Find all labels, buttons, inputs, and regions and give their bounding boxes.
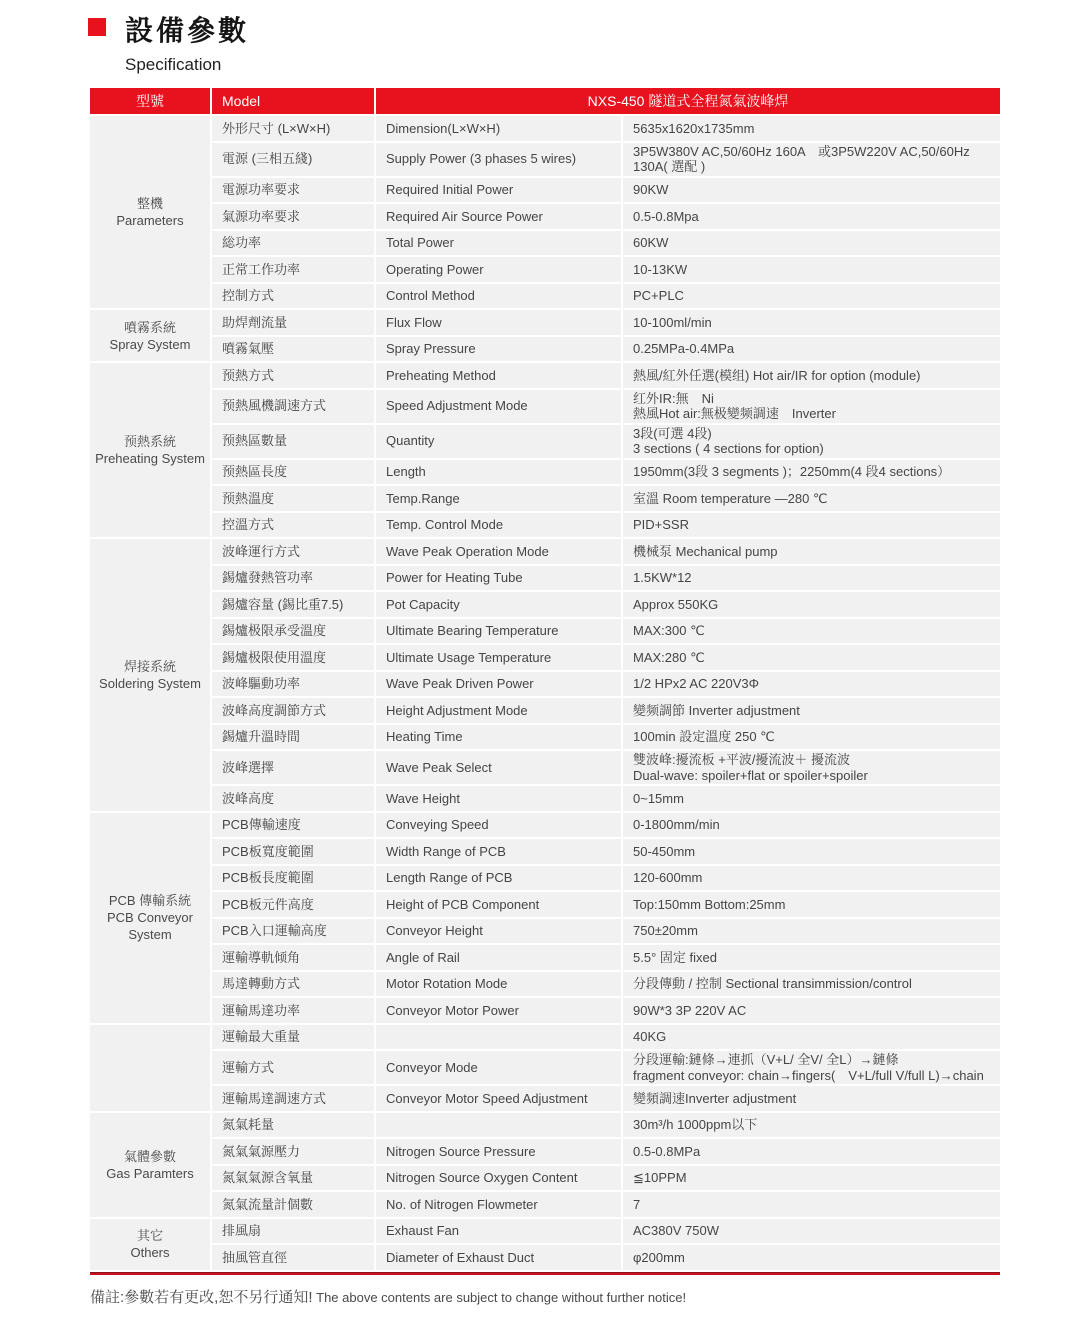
table-row (212, 486, 1000, 511)
row-label-en: Exhaust Fan (376, 1219, 621, 1244)
row-value: 室溫 Room temperature —280 ℃ (623, 486, 1000, 511)
table-row (212, 751, 1000, 784)
category-cell (90, 1025, 210, 1111)
table-row (212, 566, 1000, 591)
row-label-en: Conveyor Motor Power (376, 998, 621, 1023)
row-value: 60KW (623, 231, 1000, 256)
row-label-en: Dimension(L×W×H) (376, 116, 621, 141)
table-row (212, 1113, 1000, 1138)
header-model-label-zh: 型號 (90, 88, 210, 114)
table-row (212, 178, 1000, 203)
row-label-en: Conveyor Mode (376, 1051, 621, 1084)
table-row (212, 972, 1000, 997)
row-value: 1.5KW*12 (623, 566, 1000, 591)
row-value: 90KW (623, 178, 1000, 203)
row-label-en: Speed Adjustment Mode (376, 390, 621, 423)
row-label-en: Temp. Control Mode (376, 513, 621, 538)
row-label-zh: 電源功率要求 (212, 178, 374, 203)
page-title: 設備參數 (125, 15, 250, 46)
table-row (212, 813, 1000, 838)
row-value: 變頻調速Inverter adjustment (623, 1086, 1000, 1111)
row-label-en: Pot Capacity (376, 592, 621, 617)
row-label-en: Flux Flow (376, 310, 621, 335)
row-value: 0.25MPa-0.4MPa (623, 337, 1000, 362)
row-label-zh: 錫爐容量 (錫比重7.5) (212, 592, 374, 617)
row-label-zh: 控溫方式 (212, 513, 374, 538)
row-label-zh: 馬達轉動方式 (212, 972, 374, 997)
row-value: 5.5° 固定 fixed (623, 945, 1000, 970)
row-value: 0.5-0.8Mpa (623, 204, 1000, 229)
spec-group (90, 310, 1000, 361)
row-label-zh: 正常工作功率 (212, 257, 374, 282)
row-label-en: Wave Peak Select (376, 751, 621, 784)
row-label-zh: 運輸馬達功率 (212, 998, 374, 1023)
row-label-zh: 氮氣流量計個數 (212, 1192, 374, 1217)
row-value: 750±20mm (623, 919, 1000, 944)
row-label-zh: 運輸最大重量 (212, 1025, 374, 1050)
row-label-en: Ultimate Bearing Temperature (376, 619, 621, 644)
spec-page (90, 0, 1000, 1308)
table-row (212, 337, 1000, 362)
row-label-en: Wave Peak Driven Power (376, 672, 621, 697)
spec-group (90, 1025, 1000, 1111)
row-value: 1/2 HPx2 AC 220V3Φ (623, 672, 1000, 697)
row-label-en: Length (376, 460, 621, 485)
row-label-en (376, 1113, 621, 1138)
row-label-zh: PCB板元件高度 (212, 892, 374, 917)
row-value: PC+PLC (623, 284, 1000, 309)
red-square-bullet-icon (88, 18, 106, 36)
table-row (212, 1245, 1000, 1270)
row-label-zh: 排風扇 (212, 1219, 374, 1244)
row-value: 5635x1620x1735mm (623, 116, 1000, 141)
row-value: ≦10PPM (623, 1166, 1000, 1191)
row-value: 0.5-0.8MPa (623, 1139, 1000, 1164)
row-label-zh: 氣源功率要求 (212, 204, 374, 229)
table-row (212, 425, 1000, 458)
row-label-en: Width Range of PCB (376, 839, 621, 864)
table-row (212, 945, 1000, 970)
spec-group (90, 1219, 1000, 1270)
row-label-zh: 助焊劑流量 (212, 310, 374, 335)
row-label-zh: PCB入口運輸高度 (212, 919, 374, 944)
table-row (212, 363, 1000, 388)
table-row (212, 1219, 1000, 1244)
table-row (212, 1139, 1000, 1164)
row-label-zh: 錫爐發熱管功率 (212, 566, 374, 591)
row-value: 30m³/h 1000ppm以下 (623, 1113, 1000, 1138)
row-label-zh: 氮氣氣源壓力 (212, 1139, 374, 1164)
table-row (212, 1166, 1000, 1191)
row-value: 3段(可選 4段) 3 sections ( 4 sections for option) (623, 425, 1000, 458)
row-value: AC380V 750W (623, 1219, 1000, 1244)
row-value: 40KG (623, 1025, 1000, 1050)
table-row (212, 1192, 1000, 1217)
row-label-zh: 錫爐升溫時間 (212, 725, 374, 750)
row-value: 50-450mm (623, 839, 1000, 864)
row-label-zh: 錫爐极限使用溫度 (212, 645, 374, 670)
row-value: 熱風/紅外任選(模组) Hot air/IR for option (module) (623, 363, 1000, 388)
table-row (212, 1086, 1000, 1111)
table-row (212, 919, 1000, 944)
row-label-en: Nitrogen Source Pressure (376, 1139, 621, 1164)
table-header-row (90, 88, 1000, 114)
row-label-zh: 外形尺寸 (L×W×H) (212, 116, 374, 141)
row-label-zh: 波峰運行方式 (212, 539, 374, 564)
row-label-zh: 波峰驅動功率 (212, 672, 374, 697)
row-label-en: Nitrogen Source Oxygen Content (376, 1166, 621, 1191)
row-value: 1950mm(3段 3 segments )；2250mm(4 段4 sections） (623, 460, 1000, 485)
table-row (212, 1025, 1000, 1050)
table-row (212, 513, 1000, 538)
table-row (212, 866, 1000, 891)
row-label-en: Operating Power (376, 257, 621, 282)
row-label-zh: PCB板寬度範圍 (212, 839, 374, 864)
row-label-zh: 氮氣氣源含氧量 (212, 1166, 374, 1191)
row-label-zh: 波峰高度 (212, 786, 374, 811)
row-label-en: No. of Nitrogen Flowmeter (376, 1192, 621, 1217)
row-value: φ200mm (623, 1245, 1000, 1270)
table-row (212, 839, 1000, 864)
table-row (212, 143, 1000, 176)
row-value: 0-1800mm/min (623, 813, 1000, 838)
row-label-zh: 運輸馬達調速方式 (212, 1086, 374, 1111)
row-label-en: Power for Heating Tube (376, 566, 621, 591)
table-row (212, 284, 1000, 309)
table-row (212, 116, 1000, 141)
category-cell: 噴霧系統 Spray System (90, 310, 210, 361)
row-label-zh: 氮氣耗量 (212, 1113, 374, 1138)
row-label-en: Diameter of Exhaust Duct (376, 1245, 621, 1270)
row-label-en: Length Range of PCB (376, 866, 621, 891)
table-row (212, 460, 1000, 485)
row-label-zh: 预熱方式 (212, 363, 374, 388)
row-label-en: Required Air Source Power (376, 204, 621, 229)
spec-table-groups (90, 116, 1000, 1270)
category-cell: 预熱系統 Preheating System (90, 363, 210, 537)
row-label-en: Wave Height (376, 786, 621, 811)
category-cell: 其它 Others (90, 1219, 210, 1270)
row-label-en: Conveyor Height (376, 919, 621, 944)
row-value: MAX:280 ℃ (623, 645, 1000, 670)
footer-note-zh: 備註:參數若有更改,恕不另行通知! (90, 1288, 313, 1306)
header-model-value: NXS-450 隧道式全程氮氣波峰焊 (376, 88, 1000, 114)
spec-group (90, 813, 1000, 1023)
row-label-en: Wave Peak Operation Mode (376, 539, 621, 564)
row-label-zh: 総功率 (212, 231, 374, 256)
row-label-zh: 波峰選擇 (212, 751, 374, 784)
row-value: 雙波峰:擾流板 +平波/擾流波＋ 擾流波 Dual-wave: spoiler+flat or spoiler+spoiler (623, 751, 1000, 784)
row-label-en: Conveyor Motor Speed Adjustment (376, 1086, 621, 1111)
row-label-zh: 预熱區數量 (212, 425, 374, 458)
row-label-en: Heating Time (376, 725, 621, 750)
table-row (212, 592, 1000, 617)
row-label-en: Angle of Rail (376, 945, 621, 970)
row-value: 變频調節 Inverter adjustment (623, 698, 1000, 723)
spec-group (90, 116, 1000, 308)
row-label-zh: 運輸導軌倾角 (212, 945, 374, 970)
category-cell: 氣體參數 Gas Paramters (90, 1113, 210, 1217)
row-value: 3P5W380V AC,50/60Hz 160A 或3P5W220V AC,50/60Hz 130A( 選配 ) (623, 143, 1000, 176)
row-value: 100min 設定溫度 250 ℃ (623, 725, 1000, 750)
row-label-zh: 预熱溫度 (212, 486, 374, 511)
row-label-zh: 錫爐极限承受溫度 (212, 619, 374, 644)
row-label-zh: 预熱風機調速方式 (212, 390, 374, 423)
row-label-en: Supply Power (3 phases 5 wires) (376, 143, 621, 176)
row-label-en: Preheating Method (376, 363, 621, 388)
header-model-label-en: Model (212, 88, 374, 114)
row-label-en: Total Power (376, 231, 621, 256)
table-row (212, 698, 1000, 723)
row-value: 90W*3 3P 220V AC (623, 998, 1000, 1023)
category-cell: 整機 Parameters (90, 116, 210, 308)
table-row (212, 390, 1000, 423)
row-value: 機械泵 Mechanical pump (623, 539, 1000, 564)
row-label-en: Spray Pressure (376, 337, 621, 362)
footer-note-en: The above contents are subject to change without further notice! (312, 1289, 687, 1305)
spec-group (90, 363, 1000, 537)
table-row (212, 998, 1000, 1023)
table-row (212, 310, 1000, 335)
row-label-en: Motor Rotation Mode (376, 972, 621, 997)
row-value: 7 (623, 1192, 1000, 1217)
row-label-en: Control Method (376, 284, 621, 309)
row-label-zh: 運輸方式 (212, 1051, 374, 1084)
spec-group (90, 1113, 1000, 1217)
table-row (212, 672, 1000, 697)
row-label-zh: 波峰高度調節方式 (212, 698, 374, 723)
row-label-zh: 電源 (三相五綫) (212, 143, 374, 176)
row-value: Top:150mm Bottom:25mm (623, 892, 1000, 917)
row-value: PID+SSR (623, 513, 1000, 538)
row-label-zh: 抽風管直徑 (212, 1245, 374, 1270)
row-value: 红外IR:無 Ni 熱風Hot air:無极變频調速 Inverter (623, 390, 1000, 423)
row-value: 0~15mm (623, 786, 1000, 811)
row-label-zh: 预熱區長度 (212, 460, 374, 485)
spec-table (90, 88, 1000, 1275)
row-label-zh: 噴霧氣壓 (212, 337, 374, 362)
page-subtitle: Specification (125, 55, 222, 74)
row-label-zh: PCB傳輸速度 (212, 813, 374, 838)
title-block (90, 0, 1000, 75)
row-label-zh: 控制方式 (212, 284, 374, 309)
row-value: 分段運輸:鏈條→連抓（V+L/ 全V/ 全L）→鏈條 fragment conveyor: chain→fingers( V+L/full V/full L)→chain (623, 1051, 1000, 1084)
row-label-en: Temp.Range (376, 486, 621, 511)
row-label-en: Ultimate Usage Temperature (376, 645, 621, 670)
row-value: 分段傳動 / 控制 Sectional transimmission/control (623, 972, 1000, 997)
table-row (212, 786, 1000, 811)
row-label-en: Height Adjustment Mode (376, 698, 621, 723)
category-cell: PCB 傳輸系統 PCB Conveyor System (90, 813, 210, 1023)
table-row (212, 892, 1000, 917)
row-label-en: Height of PCB Component (376, 892, 621, 917)
row-label-en: Quantity (376, 425, 621, 458)
row-value: Approx 550KG (623, 592, 1000, 617)
row-value: 120-600mm (623, 866, 1000, 891)
row-value: MAX:300 ℃ (623, 619, 1000, 644)
category-cell: 焊接系統 Soldering System (90, 539, 210, 811)
row-label-en: Required Initial Power (376, 178, 621, 203)
spec-group (90, 539, 1000, 811)
row-value: 10-13KW (623, 257, 1000, 282)
table-row (212, 1051, 1000, 1084)
table-row (212, 539, 1000, 564)
table-row (212, 231, 1000, 256)
table-bottom-red-line (90, 1272, 1000, 1275)
table-row (212, 725, 1000, 750)
row-label-en: Conveying Speed (376, 813, 621, 838)
footer-note (90, 1288, 1000, 1308)
row-label-zh: PCB板長度範圍 (212, 866, 374, 891)
row-value: 10-100ml/min (623, 310, 1000, 335)
row-label-en (376, 1025, 621, 1050)
table-row (212, 204, 1000, 229)
table-row (212, 257, 1000, 282)
table-row (212, 619, 1000, 644)
table-row (212, 645, 1000, 670)
